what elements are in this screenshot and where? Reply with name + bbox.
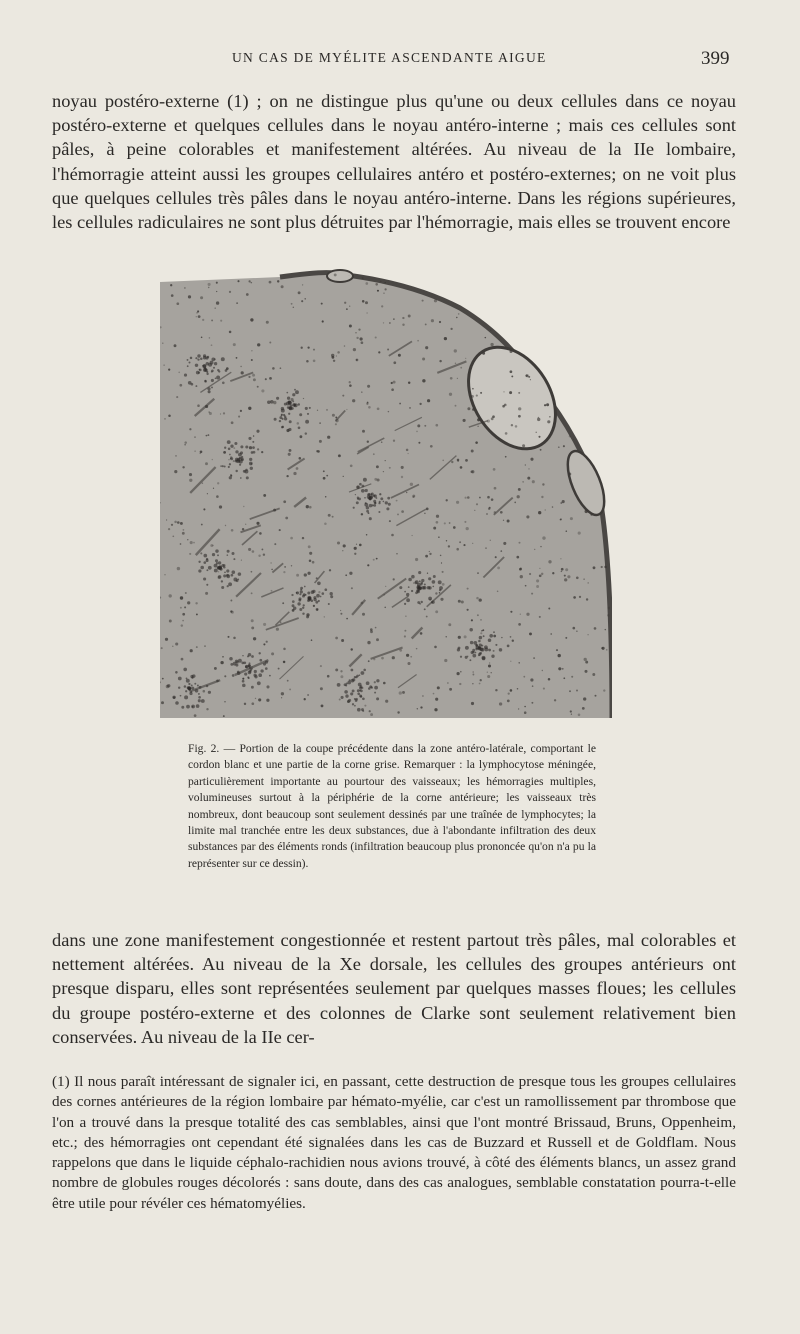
body-paragraph-top: noyau postéro-externe (1) ; on ne distingue plus qu'une ou deux cellules dans ce noyau postéro-externe et quelques cellules dans le noyau antéro-interne ; mais ces cellules sont pâles, à peine colorables et manifestement altérées. Au niveau de la IIe lombaire, l'hémorragie atteint aussi les groupes cellulaires antéro et postéro-externes; on ne voit plus que quelques cellules très pâles dans le noyau antéro-interne. Dans les régions supérieures, les cellules radiculaires ne sont plus détruites par l'hémorragie, mais elles se trouvent encore (52, 91, 736, 233)
tissue-section (160, 273, 612, 718)
vessel-top (327, 270, 353, 282)
running-title: UN CAS DE MYÉLITE ASCENDANTE AIGUE (232, 50, 547, 65)
footnote: (1) Il nous paraît intéressant de signaler ici, en passant, cette destruction de presque tous les groupes cellulaires des cornes antérieures de la région lombaire par hémato-myélie, car c'est un ramollissement par thrombose que l'on a trouvé dans la presque totalité des cas semblables, ainsi que l'ont montré Brissaud, Bruns, Oppenheim, etc.; des hémorragies ont cependant été signalées dans les cas de Buzzard et Russell et de Goldflam. Nous rappelons que dans le liquide céphalo-rachidien nous avions trouvé, à côté des éléments blancs, un assez grand nombre de globules rouges décolorés : sans doute, dans des cas analogues, semblable constatation pourra-t-elle être utile pour révéler ces hématomyélies. (52, 1073, 736, 1212)
body-paragraph-bottom: dans une zone manifestement congestionnée et restent partout très pâles, mal colorables et nettement altérées. Au niveau de la Xe dorsale, les cellules des groupes antérieurs ont presque disparu, elles sont représentées seulement par quelques masses floues; les cellules du groupe postéro-externe et des colonnes de Clarke sont seulement relativement bien conservées. Au niveau de la IIe cer- (52, 930, 736, 1047)
page-number: 399 (701, 48, 730, 69)
running-head (0, 48, 800, 72)
histology-figure (160, 268, 612, 718)
spinal-cord-section-illustration (160, 268, 612, 718)
figure-caption: Fig. 2. — Portion de la coupe précédente dans la zone antéro-latérale, comportant le cordon blanc et une partie de la corne grise. Remarquer : la lymphocytose méningée, particulièrement importante au pourtour des vaisseaux; les hémorragies multiples, volumineuses surtout à la périphérie de la corne antérieure; les vaisseaux très nombreux, dont beaucoup sont seulement dessinés par une traînée de lymphocytes; la limite mal tranchée entre les deux substances, due à l'abondante infiltration des deux substances par des éléments ronds (infiltration beaucoup plus prononcée qu'on n'a pu la représenter sur ce dessin). (188, 742, 596, 870)
